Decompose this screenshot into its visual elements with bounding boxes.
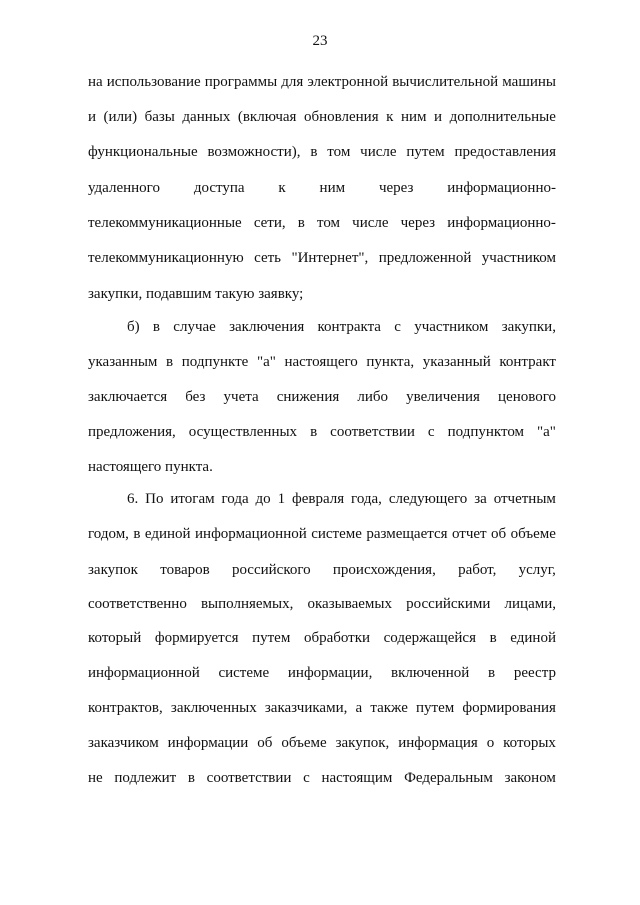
word: телекоммуникационную (88, 250, 244, 266)
word: с (303, 770, 310, 786)
word: системе (218, 665, 270, 681)
word: предоставления (454, 144, 556, 160)
word: без (185, 389, 206, 405)
word: контрактов, (88, 700, 163, 716)
word: выполняемых, (200, 596, 294, 612)
text-line (88, 248, 556, 268)
word: информационной (195, 526, 307, 542)
word: удаленного (88, 180, 160, 196)
word: единой (144, 526, 191, 542)
word: к (278, 180, 286, 196)
word: об (491, 526, 507, 542)
word: заключенных (170, 700, 257, 716)
word: информационно- (447, 215, 556, 231)
word: 6. (127, 491, 139, 507)
word: соответствии (206, 770, 292, 786)
word: лицами, (504, 596, 556, 612)
word: Федеральным (404, 770, 493, 786)
word: указанным (88, 354, 158, 370)
word: с (394, 319, 401, 335)
word: информации, (287, 665, 373, 681)
word: обновления (303, 109, 379, 125)
word: предложения, (88, 424, 176, 440)
word: в (297, 215, 305, 231)
word: через (400, 215, 436, 231)
word: использование (106, 74, 201, 90)
word: учета (223, 389, 259, 405)
text-line (88, 768, 556, 788)
word: и (434, 109, 443, 125)
word: включенной (391, 665, 470, 681)
word: происхождения, (332, 562, 436, 578)
word: содержащейся (383, 630, 476, 646)
word: подлежит (114, 770, 177, 786)
word: (включая (237, 109, 297, 125)
word: программы (204, 74, 278, 90)
word: итогам (170, 491, 215, 507)
word: либо (357, 389, 388, 405)
word: телекоммуникационные (88, 215, 242, 231)
word: участником (481, 250, 556, 266)
word: осуществленных (188, 424, 298, 440)
word: а (355, 700, 363, 716)
word: также (370, 700, 408, 716)
word: года (221, 491, 249, 507)
word: оказываемых (307, 596, 392, 612)
word: данных (182, 109, 231, 125)
word: до (255, 491, 271, 507)
word: пункта, (366, 354, 415, 370)
text-line (88, 663, 556, 683)
word: контракта (317, 319, 381, 335)
word: путем (416, 700, 455, 716)
word: сеть (254, 250, 282, 266)
word: снижения (276, 389, 340, 405)
word: формируется (154, 630, 239, 646)
word: в (488, 665, 496, 681)
word: заключения (229, 319, 305, 335)
text-line (88, 107, 556, 127)
word: российскими (406, 596, 491, 612)
word: работ, (458, 562, 497, 578)
word: следующего (388, 491, 468, 507)
word: (или) (103, 109, 138, 125)
word: информационной (88, 665, 200, 681)
word: объеме (281, 735, 327, 751)
word: числе (352, 215, 389, 231)
text-line (88, 733, 556, 753)
word: указанный (422, 354, 491, 370)
page-number: 23 (312, 33, 328, 49)
word: настоящим (321, 770, 393, 786)
word: февраля (292, 491, 345, 507)
text-line (88, 628, 556, 648)
word: По (145, 491, 164, 507)
word: путем (406, 144, 445, 160)
word: доступа (193, 180, 245, 196)
word: соответственно (88, 596, 187, 612)
word: машины (502, 74, 556, 90)
word: "а" (256, 354, 276, 370)
word: информация (398, 735, 478, 751)
word: за (474, 491, 487, 507)
word: соответствии (330, 424, 415, 440)
word: которых (503, 735, 556, 751)
word: настоящего (284, 354, 358, 370)
text-line (88, 594, 556, 614)
text-line: настоящего пункта. (88, 459, 213, 475)
word: размещается (366, 526, 448, 542)
text-line (127, 489, 556, 509)
word: том (316, 215, 341, 231)
text-line (88, 72, 556, 92)
word: закупок (88, 562, 138, 578)
word: подпунктом (447, 424, 525, 440)
word: сети, (253, 215, 286, 231)
word: единой (510, 630, 556, 646)
word: системе (311, 526, 362, 542)
text-line (88, 524, 556, 544)
text-line (88, 560, 556, 580)
word: формирования (462, 700, 556, 716)
word: российского (231, 562, 311, 578)
word: дополнительные (449, 109, 556, 125)
word: в (310, 144, 318, 160)
word: ним (319, 180, 346, 196)
word: о (486, 735, 495, 751)
word: который (88, 630, 142, 646)
word: объеме (510, 526, 556, 542)
word: предложенной (378, 250, 472, 266)
text-line (88, 387, 556, 407)
word: в (152, 319, 161, 335)
text-line (88, 352, 556, 372)
word: 1 (277, 491, 286, 507)
word: об (257, 735, 273, 751)
word: "Интернет", (291, 250, 369, 266)
text-line (88, 142, 556, 162)
word: ним (400, 109, 427, 125)
word: информационно- (447, 180, 556, 196)
word: для (281, 74, 304, 90)
word: отчет (451, 526, 487, 542)
word: путем (252, 630, 291, 646)
word: закупки, (501, 319, 556, 335)
word: базы (144, 109, 175, 125)
word: законом (504, 770, 556, 786)
text-line (88, 422, 556, 442)
word: через (378, 180, 414, 196)
word: реестр (513, 665, 556, 681)
word: информации (167, 735, 249, 751)
word: заключается (88, 389, 168, 405)
word: подпункте (181, 354, 249, 370)
word: годом, (88, 526, 129, 542)
word: к (386, 109, 394, 125)
word: в (166, 354, 174, 370)
word: возможности), (207, 144, 301, 160)
word: в (489, 630, 497, 646)
word: товаров (160, 562, 210, 578)
word: вычислительной (392, 74, 499, 90)
word: б) (127, 319, 140, 335)
word: в (133, 526, 141, 542)
word: в (310, 424, 318, 440)
word: случае (173, 319, 216, 335)
word: "а" (537, 424, 556, 440)
text-line (88, 213, 556, 233)
word: отчетным (493, 491, 556, 507)
word: участником (414, 319, 489, 335)
word: числе (360, 144, 397, 160)
word: заказчиком (88, 735, 159, 751)
word: увеличения (406, 389, 480, 405)
word: и (88, 109, 97, 125)
text-line (127, 317, 556, 337)
text-line: закупки, подавшим такую заявку; (88, 286, 304, 302)
word: электронной (307, 74, 389, 90)
word: услуг, (518, 562, 556, 578)
word: ценового (498, 389, 556, 405)
word: том (327, 144, 351, 160)
word: не (88, 770, 103, 786)
word: в (187, 770, 195, 786)
text-line (88, 178, 556, 198)
word: закупок, (335, 735, 390, 751)
word: заказчиками, (264, 700, 348, 716)
word: на (88, 74, 103, 90)
word: обработки (303, 630, 371, 646)
text-line (88, 698, 556, 718)
word: с (427, 424, 435, 440)
word: контракт (499, 354, 556, 370)
word: функциональные (88, 144, 198, 160)
word: года, (351, 491, 382, 507)
